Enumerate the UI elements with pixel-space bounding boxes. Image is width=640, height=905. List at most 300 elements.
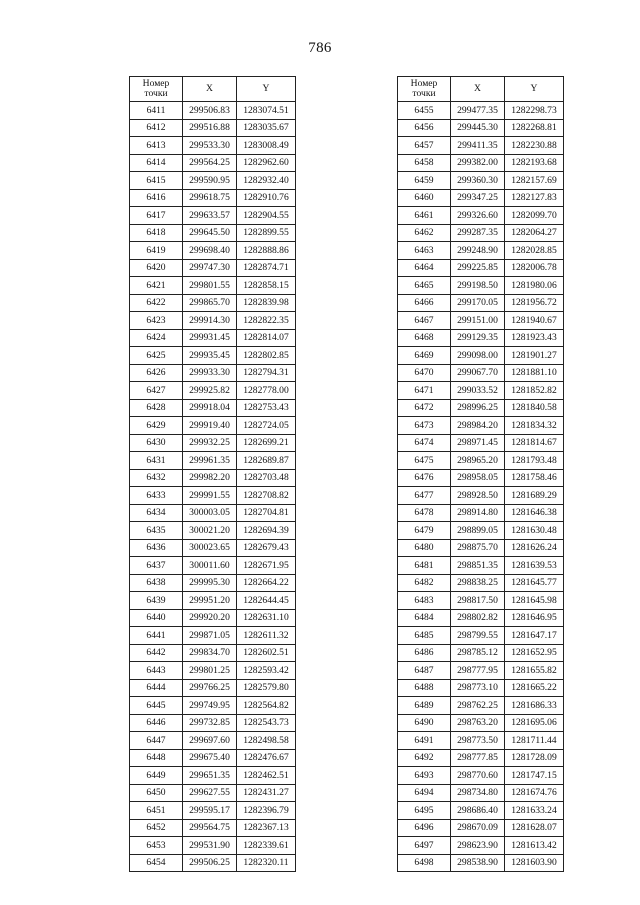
y-coordinate-cell: 1281689.29 bbox=[505, 487, 564, 505]
table-row bbox=[398, 399, 564, 417]
table-row bbox=[398, 259, 564, 277]
table-row bbox=[130, 609, 296, 627]
coordinates-table-left bbox=[129, 76, 296, 872]
table-row bbox=[398, 434, 564, 452]
point-number-cell: 6444 bbox=[130, 679, 183, 697]
point-number-cell: 6468 bbox=[398, 329, 451, 347]
x-coordinate-cell: 298996.25 bbox=[451, 399, 505, 417]
y-coordinate-cell: 1282708.82 bbox=[237, 487, 296, 505]
table-row bbox=[130, 469, 296, 487]
table-row bbox=[398, 522, 564, 540]
y-header: Y bbox=[237, 77, 296, 102]
table-row bbox=[398, 207, 564, 225]
point-number-cell: 6437 bbox=[130, 557, 183, 575]
point-number-cell: 6422 bbox=[130, 294, 183, 312]
table-row bbox=[398, 609, 564, 627]
x-coordinate-cell: 299801.25 bbox=[183, 662, 237, 680]
point-number-cell: 6486 bbox=[398, 644, 451, 662]
point-number-cell: 6475 bbox=[398, 452, 451, 470]
x-coordinate-cell: 298623.90 bbox=[451, 837, 505, 855]
table-row bbox=[130, 189, 296, 207]
table-row bbox=[398, 172, 564, 190]
table-header-row bbox=[130, 77, 296, 102]
x-coordinate-cell: 299834.70 bbox=[183, 644, 237, 662]
y-coordinate-cell: 1282904.55 bbox=[237, 207, 296, 225]
y-coordinate-cell: 1281630.48 bbox=[505, 522, 564, 540]
table-row bbox=[130, 767, 296, 785]
point-number-cell: 6460 bbox=[398, 189, 451, 207]
y-coordinate-cell: 1281728.09 bbox=[505, 749, 564, 767]
table-row bbox=[398, 662, 564, 680]
y-coordinate-cell: 1281645.98 bbox=[505, 592, 564, 610]
point-number-cell: 6434 bbox=[130, 504, 183, 522]
y-coordinate-cell: 1282230.88 bbox=[505, 137, 564, 155]
x-coordinate-cell: 299477.35 bbox=[451, 102, 505, 120]
table-row bbox=[130, 627, 296, 645]
y-coordinate-cell: 1282962.60 bbox=[237, 154, 296, 172]
table-row bbox=[130, 487, 296, 505]
table-row bbox=[130, 837, 296, 855]
x-coordinate-cell: 299865.70 bbox=[183, 294, 237, 312]
x-coordinate-cell: 299170.05 bbox=[451, 294, 505, 312]
point-number-cell: 6415 bbox=[130, 172, 183, 190]
y-coordinate-cell: 1282858.15 bbox=[237, 277, 296, 295]
y-coordinate-cell: 1281628.07 bbox=[505, 819, 564, 837]
point-header-line2: точки bbox=[412, 88, 436, 99]
point-number-cell: 6419 bbox=[130, 242, 183, 260]
table-row bbox=[398, 837, 564, 855]
table-row bbox=[130, 784, 296, 802]
table-row bbox=[398, 364, 564, 382]
y-coordinate-cell: 1282157.69 bbox=[505, 172, 564, 190]
point-header-line1: Номер bbox=[410, 78, 438, 89]
x-coordinate-cell: 298762.25 bbox=[451, 697, 505, 715]
x-coordinate-cell: 299982.20 bbox=[183, 469, 237, 487]
x-coordinate-cell: 299382.00 bbox=[451, 154, 505, 172]
table-row bbox=[130, 819, 296, 837]
x-coordinate-cell: 299564.25 bbox=[183, 154, 237, 172]
x-coordinate-cell: 298785.12 bbox=[451, 644, 505, 662]
x-coordinate-cell: 299932.25 bbox=[183, 434, 237, 452]
y-coordinate-cell: 1281793.48 bbox=[505, 452, 564, 470]
table-row bbox=[398, 224, 564, 242]
y-coordinate-cell: 1282498.58 bbox=[237, 732, 296, 750]
y-coordinate-cell: 1282127.83 bbox=[505, 189, 564, 207]
point-number-cell: 6477 bbox=[398, 487, 451, 505]
point-number-cell: 6497 bbox=[398, 837, 451, 855]
point-number-cell: 6429 bbox=[130, 417, 183, 435]
table-row bbox=[130, 347, 296, 365]
point-number-cell: 6433 bbox=[130, 487, 183, 505]
y-coordinate-cell: 1282910.76 bbox=[237, 189, 296, 207]
point-number-cell: 6430 bbox=[130, 434, 183, 452]
y-coordinate-cell: 1281747.15 bbox=[505, 767, 564, 785]
x-coordinate-cell: 298875.70 bbox=[451, 539, 505, 557]
point-number-cell: 6428 bbox=[130, 399, 183, 417]
x-coordinate-cell: 299248.90 bbox=[451, 242, 505, 260]
table-row bbox=[398, 802, 564, 820]
table-row bbox=[398, 277, 564, 295]
x-coordinate-cell: 299531.90 bbox=[183, 837, 237, 855]
point-number-cell: 6413 bbox=[130, 137, 183, 155]
table-row bbox=[130, 242, 296, 260]
table-row bbox=[130, 277, 296, 295]
table-row bbox=[130, 102, 296, 120]
point-number-cell: 6456 bbox=[398, 119, 451, 137]
y-coordinate-cell: 1281665.22 bbox=[505, 679, 564, 697]
point-header-line2: точки bbox=[144, 88, 168, 99]
table-row bbox=[398, 784, 564, 802]
point-number-cell: 6458 bbox=[398, 154, 451, 172]
right-table-body bbox=[398, 102, 564, 872]
y-coordinate-cell: 1281834.32 bbox=[505, 417, 564, 435]
point-number-header bbox=[130, 77, 183, 102]
x-coordinate-cell: 298914.80 bbox=[451, 504, 505, 522]
y-coordinate-cell: 1282704.81 bbox=[237, 504, 296, 522]
point-number-cell: 6448 bbox=[130, 749, 183, 767]
table-row bbox=[130, 557, 296, 575]
table-row bbox=[130, 679, 296, 697]
table-row bbox=[130, 137, 296, 155]
y-coordinate-cell: 1281674.76 bbox=[505, 784, 564, 802]
x-coordinate-cell: 299347.25 bbox=[451, 189, 505, 207]
table-row bbox=[398, 102, 564, 120]
point-number-cell: 6446 bbox=[130, 714, 183, 732]
table-header-row bbox=[398, 77, 564, 102]
y-coordinate-cell: 1282644.45 bbox=[237, 592, 296, 610]
x-coordinate-cell: 300023.65 bbox=[183, 539, 237, 557]
point-number-cell: 6478 bbox=[398, 504, 451, 522]
table-row bbox=[130, 224, 296, 242]
table-row bbox=[130, 504, 296, 522]
point-number-cell: 6496 bbox=[398, 819, 451, 837]
x-coordinate-cell: 299098.00 bbox=[451, 347, 505, 365]
point-number-cell: 6414 bbox=[130, 154, 183, 172]
x-coordinate-cell: 299801.55 bbox=[183, 277, 237, 295]
x-coordinate-cell: 300011.60 bbox=[183, 557, 237, 575]
point-number-cell: 6455 bbox=[398, 102, 451, 120]
point-number-cell: 6454 bbox=[130, 854, 183, 872]
x-coordinate-cell: 299067.70 bbox=[451, 364, 505, 382]
x-coordinate-cell: 298928.50 bbox=[451, 487, 505, 505]
x-coordinate-cell: 299564.75 bbox=[183, 819, 237, 837]
point-number-cell: 6431 bbox=[130, 452, 183, 470]
table-row bbox=[398, 487, 564, 505]
y-coordinate-cell: 1282694.39 bbox=[237, 522, 296, 540]
point-number-cell: 6412 bbox=[130, 119, 183, 137]
y-coordinate-cell: 1282671.95 bbox=[237, 557, 296, 575]
x-coordinate-cell: 300021.20 bbox=[183, 522, 237, 540]
y-coordinate-cell: 1281881.10 bbox=[505, 364, 564, 382]
point-number-cell: 6425 bbox=[130, 347, 183, 365]
x-coordinate-cell: 299533.30 bbox=[183, 137, 237, 155]
y-coordinate-cell: 1282724.05 bbox=[237, 417, 296, 435]
y-coordinate-cell: 1281613.42 bbox=[505, 837, 564, 855]
point-number-cell: 6411 bbox=[130, 102, 183, 120]
y-coordinate-cell: 1281646.95 bbox=[505, 609, 564, 627]
table-row bbox=[130, 802, 296, 820]
y-coordinate-cell: 1283035.67 bbox=[237, 119, 296, 137]
y-coordinate-cell: 1281603.90 bbox=[505, 854, 564, 872]
table-row bbox=[130, 452, 296, 470]
y-coordinate-cell: 1281655.82 bbox=[505, 662, 564, 680]
point-number-cell: 6466 bbox=[398, 294, 451, 312]
table-row bbox=[130, 417, 296, 435]
table-row bbox=[130, 714, 296, 732]
x-coordinate-cell: 299951.20 bbox=[183, 592, 237, 610]
x-coordinate-cell: 299995.30 bbox=[183, 574, 237, 592]
x-coordinate-cell: 299326.60 bbox=[451, 207, 505, 225]
table-row bbox=[398, 679, 564, 697]
x-coordinate-cell: 299931.45 bbox=[183, 329, 237, 347]
y-coordinate-cell: 1282802.85 bbox=[237, 347, 296, 365]
table-row bbox=[130, 119, 296, 137]
y-coordinate-cell: 1281626.24 bbox=[505, 539, 564, 557]
y-coordinate-cell: 1282932.40 bbox=[237, 172, 296, 190]
x-coordinate-cell: 299516.88 bbox=[183, 119, 237, 137]
point-number-cell: 6453 bbox=[130, 837, 183, 855]
y-coordinate-cell: 1281980.06 bbox=[505, 277, 564, 295]
y-coordinate-cell: 1281647.17 bbox=[505, 627, 564, 645]
y-coordinate-cell: 1281923.43 bbox=[505, 329, 564, 347]
point-number-cell: 6481 bbox=[398, 557, 451, 575]
table-row bbox=[398, 504, 564, 522]
point-number-cell: 6489 bbox=[398, 697, 451, 715]
y-coordinate-cell: 1282298.73 bbox=[505, 102, 564, 120]
point-number-cell: 6470 bbox=[398, 364, 451, 382]
y-coordinate-cell: 1282476.67 bbox=[237, 749, 296, 767]
x-coordinate-cell: 298958.05 bbox=[451, 469, 505, 487]
y-coordinate-cell: 1282064.27 bbox=[505, 224, 564, 242]
y-coordinate-cell: 1282703.48 bbox=[237, 469, 296, 487]
table-row bbox=[130, 662, 296, 680]
point-number-cell: 6416 bbox=[130, 189, 183, 207]
y-coordinate-cell: 1281711.44 bbox=[505, 732, 564, 750]
table-row bbox=[398, 854, 564, 872]
point-number-cell: 6482 bbox=[398, 574, 451, 592]
table-row bbox=[398, 347, 564, 365]
point-number-cell: 6439 bbox=[130, 592, 183, 610]
point-number-cell: 6449 bbox=[130, 767, 183, 785]
point-number-cell: 6426 bbox=[130, 364, 183, 382]
point-number-cell: 6469 bbox=[398, 347, 451, 365]
point-number-cell: 6440 bbox=[130, 609, 183, 627]
table-row bbox=[130, 294, 296, 312]
table-row bbox=[398, 697, 564, 715]
x-coordinate-cell: 298899.05 bbox=[451, 522, 505, 540]
table-row bbox=[130, 644, 296, 662]
y-coordinate-cell: 1282593.42 bbox=[237, 662, 296, 680]
x-coordinate-cell: 298802.82 bbox=[451, 609, 505, 627]
coordinates-table-right bbox=[397, 76, 564, 872]
x-coordinate-cell: 299918.04 bbox=[183, 399, 237, 417]
table-row bbox=[130, 399, 296, 417]
x-coordinate-cell: 298851.35 bbox=[451, 557, 505, 575]
point-number-cell: 6493 bbox=[398, 767, 451, 785]
x-coordinate-cell: 300003.05 bbox=[183, 504, 237, 522]
point-header-line1: Номер bbox=[142, 78, 170, 89]
y-coordinate-cell: 1282822.35 bbox=[237, 312, 296, 330]
x-coordinate-cell: 298538.90 bbox=[451, 854, 505, 872]
y-coordinate-cell: 1281652.95 bbox=[505, 644, 564, 662]
x-coordinate-cell: 298773.50 bbox=[451, 732, 505, 750]
point-number-cell: 6471 bbox=[398, 382, 451, 400]
point-number-cell: 6447 bbox=[130, 732, 183, 750]
y-coordinate-cell: 1282268.81 bbox=[505, 119, 564, 137]
table-row bbox=[398, 469, 564, 487]
table-row bbox=[130, 154, 296, 172]
x-coordinate-cell: 298799.55 bbox=[451, 627, 505, 645]
point-number-cell: 6423 bbox=[130, 312, 183, 330]
table-row bbox=[398, 819, 564, 837]
y-coordinate-cell: 1282689.87 bbox=[237, 452, 296, 470]
x-coordinate-cell: 299697.60 bbox=[183, 732, 237, 750]
x-coordinate-cell: 299925.82 bbox=[183, 382, 237, 400]
x-coordinate-cell: 299225.85 bbox=[451, 259, 505, 277]
point-number-cell: 6479 bbox=[398, 522, 451, 540]
table-row bbox=[398, 417, 564, 435]
y-header: Y bbox=[505, 77, 564, 102]
y-coordinate-cell: 1281814.67 bbox=[505, 434, 564, 452]
table-row bbox=[130, 207, 296, 225]
point-number-cell: 6464 bbox=[398, 259, 451, 277]
y-coordinate-cell: 1281645.77 bbox=[505, 574, 564, 592]
x-header: X bbox=[451, 77, 505, 102]
y-coordinate-cell: 1282664.22 bbox=[237, 574, 296, 592]
y-coordinate-cell: 1281940.67 bbox=[505, 312, 564, 330]
y-coordinate-cell: 1282564.82 bbox=[237, 697, 296, 715]
y-coordinate-cell: 1282874.71 bbox=[237, 259, 296, 277]
point-number-cell: 6438 bbox=[130, 574, 183, 592]
y-coordinate-cell: 1283008.49 bbox=[237, 137, 296, 155]
y-coordinate-cell: 1281852.82 bbox=[505, 382, 564, 400]
y-coordinate-cell: 1281646.38 bbox=[505, 504, 564, 522]
x-coordinate-cell: 299627.55 bbox=[183, 784, 237, 802]
x-coordinate-cell: 299991.55 bbox=[183, 487, 237, 505]
table-row bbox=[130, 697, 296, 715]
y-coordinate-cell: 1281956.72 bbox=[505, 294, 564, 312]
point-number-cell: 6432 bbox=[130, 469, 183, 487]
y-coordinate-cell: 1282699.21 bbox=[237, 434, 296, 452]
x-coordinate-cell: 299645.50 bbox=[183, 224, 237, 242]
table-row bbox=[398, 154, 564, 172]
table-row bbox=[398, 592, 564, 610]
table-row bbox=[130, 172, 296, 190]
x-header: X bbox=[183, 77, 237, 102]
point-number-cell: 6480 bbox=[398, 539, 451, 557]
y-coordinate-cell: 1281686.33 bbox=[505, 697, 564, 715]
point-number-cell: 6436 bbox=[130, 539, 183, 557]
table-row bbox=[398, 557, 564, 575]
table-row bbox=[130, 749, 296, 767]
x-coordinate-cell: 299445.30 bbox=[451, 119, 505, 137]
x-coordinate-cell: 298777.95 bbox=[451, 662, 505, 680]
x-coordinate-cell: 299287.35 bbox=[451, 224, 505, 242]
y-coordinate-cell: 1282543.73 bbox=[237, 714, 296, 732]
table-row bbox=[398, 242, 564, 260]
y-coordinate-cell: 1282396.79 bbox=[237, 802, 296, 820]
y-coordinate-cell: 1282028.85 bbox=[505, 242, 564, 260]
y-coordinate-cell: 1282367.13 bbox=[237, 819, 296, 837]
point-number-cell: 6451 bbox=[130, 802, 183, 820]
y-coordinate-cell: 1281758.46 bbox=[505, 469, 564, 487]
y-coordinate-cell: 1282814.07 bbox=[237, 329, 296, 347]
y-coordinate-cell: 1282602.51 bbox=[237, 644, 296, 662]
table-row bbox=[398, 382, 564, 400]
y-coordinate-cell: 1282320.11 bbox=[237, 854, 296, 872]
y-coordinate-cell: 1282431.27 bbox=[237, 784, 296, 802]
x-coordinate-cell: 299920.20 bbox=[183, 609, 237, 627]
point-number-cell: 6452 bbox=[130, 819, 183, 837]
point-number-cell: 6483 bbox=[398, 592, 451, 610]
table-row bbox=[130, 574, 296, 592]
table-row bbox=[130, 382, 296, 400]
table-row bbox=[130, 539, 296, 557]
x-coordinate-cell: 298686.40 bbox=[451, 802, 505, 820]
table-row bbox=[130, 329, 296, 347]
table-row bbox=[130, 522, 296, 540]
point-number-cell: 6465 bbox=[398, 277, 451, 295]
x-coordinate-cell: 298817.50 bbox=[451, 592, 505, 610]
table-row bbox=[398, 119, 564, 137]
y-coordinate-cell: 1282899.55 bbox=[237, 224, 296, 242]
point-number-cell: 6450 bbox=[130, 784, 183, 802]
y-coordinate-cell: 1282679.43 bbox=[237, 539, 296, 557]
y-coordinate-cell: 1282753.43 bbox=[237, 399, 296, 417]
table-row bbox=[130, 434, 296, 452]
table-row bbox=[130, 732, 296, 750]
y-coordinate-cell: 1283074.51 bbox=[237, 102, 296, 120]
table-row bbox=[398, 137, 564, 155]
point-number-cell: 6490 bbox=[398, 714, 451, 732]
point-number-cell: 6442 bbox=[130, 644, 183, 662]
x-coordinate-cell: 299919.40 bbox=[183, 417, 237, 435]
point-number-cell: 6427 bbox=[130, 382, 183, 400]
table-row bbox=[130, 592, 296, 610]
point-number-cell: 6461 bbox=[398, 207, 451, 225]
table-row bbox=[398, 767, 564, 785]
table-row bbox=[130, 312, 296, 330]
point-number-cell: 6474 bbox=[398, 434, 451, 452]
y-coordinate-cell: 1282339.61 bbox=[237, 837, 296, 855]
x-coordinate-cell: 298734.80 bbox=[451, 784, 505, 802]
y-coordinate-cell: 1282839.98 bbox=[237, 294, 296, 312]
y-coordinate-cell: 1281901.27 bbox=[505, 347, 564, 365]
x-coordinate-cell: 299506.83 bbox=[183, 102, 237, 120]
table-row bbox=[398, 312, 564, 330]
x-coordinate-cell: 299732.85 bbox=[183, 714, 237, 732]
x-coordinate-cell: 299747.30 bbox=[183, 259, 237, 277]
x-coordinate-cell: 298965.20 bbox=[451, 452, 505, 470]
point-number-cell: 6463 bbox=[398, 242, 451, 260]
x-coordinate-cell: 299198.50 bbox=[451, 277, 505, 295]
y-coordinate-cell: 1282794.31 bbox=[237, 364, 296, 382]
x-coordinate-cell: 299871.05 bbox=[183, 627, 237, 645]
x-coordinate-cell: 298777.85 bbox=[451, 749, 505, 767]
point-number-cell: 6487 bbox=[398, 662, 451, 680]
y-coordinate-cell: 1282462.51 bbox=[237, 767, 296, 785]
point-number-cell: 6494 bbox=[398, 784, 451, 802]
point-number-cell: 6435 bbox=[130, 522, 183, 540]
x-coordinate-cell: 299914.30 bbox=[183, 312, 237, 330]
point-number-cell: 6457 bbox=[398, 137, 451, 155]
table-row bbox=[398, 749, 564, 767]
point-number-cell: 6484 bbox=[398, 609, 451, 627]
x-coordinate-cell: 299411.35 bbox=[451, 137, 505, 155]
y-coordinate-cell: 1281639.53 bbox=[505, 557, 564, 575]
point-number-cell: 6424 bbox=[130, 329, 183, 347]
table-row bbox=[398, 627, 564, 645]
